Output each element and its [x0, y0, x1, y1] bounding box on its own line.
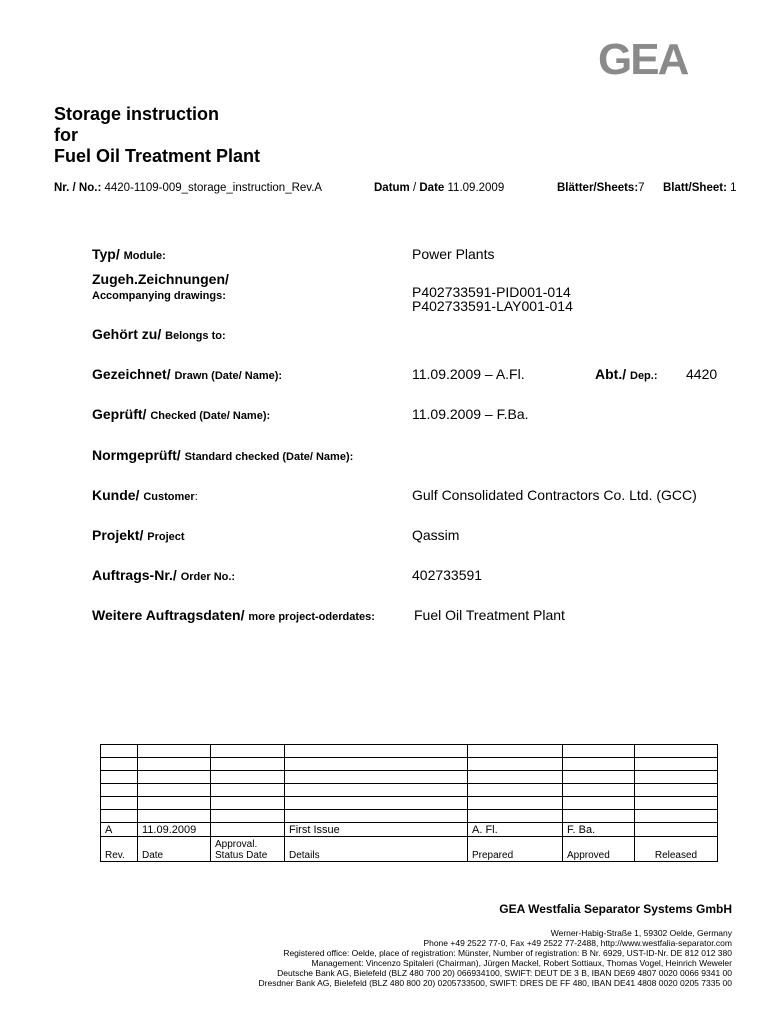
document-title	[54, 104, 454, 167]
table-row	[101, 810, 718, 823]
field-typ-label: Typ/ Module:	[92, 246, 166, 262]
address-line-6: Dresdner Bank AG, Bielefeld (BLZ 480 800 20) 0205733500, SWIFT: DRES DE FF 480, IBAN DE41 4808 0020 0205 7335 00	[258, 978, 732, 988]
field-standard-label: Normgeprüft/ Standard checked (Date/ Name):	[92, 447, 354, 463]
doc-number	[54, 182, 322, 194]
company-name: GEA Westfalia Separator Systems GmbH	[499, 902, 732, 916]
revision-table	[100, 744, 718, 862]
field-dep-value: 4420	[686, 366, 718, 382]
address-line-2: Phone +49 2522 77-0, Fax +49 2522 77-2488, http://www.westfalia-separator.com	[423, 938, 732, 948]
table-row	[101, 758, 718, 771]
table-row	[101, 771, 718, 784]
address-line-1: Werner-Habig-Straße 1, 59302 Oelde, Germany	[550, 928, 732, 938]
field-customer-value: Gulf Consolidated Contractors Co. Ltd. (GCC)	[412, 487, 697, 503]
field-checked-value: 11.09.2009 – F.Ba.	[412, 406, 529, 422]
date-label-de: Datum	[374, 182, 410, 194]
sheet-value: 1	[730, 182, 737, 194]
address-line-5: Deutsche Bank AG, Bielefeld (BLZ 480 700 20) 066934100, SWIFT: DEUT DE 3 B, IBAN DE69 4807 0020 0066 9341 00	[277, 968, 732, 978]
table-row-rev-a: A 11.09.2009 First Issue A. Fl. F. Ba.	[101, 823, 718, 837]
field-project-label: Projekt/ Project	[92, 527, 185, 543]
drawing-1: P402733591-PID001-014	[412, 284, 571, 300]
table-row	[101, 745, 718, 758]
table-header-row: Rev. Date Approval. Status Date Details Prepared Approved Released	[101, 837, 718, 862]
field-dep-label: Abt./ Dep.:	[595, 366, 658, 382]
field-typ-value: Power Plants	[412, 246, 495, 262]
drawing-2: P402733591-LAY001-014	[412, 298, 573, 314]
doc-number-label: Nr. / No.:	[54, 182, 102, 194]
table-row	[101, 797, 718, 810]
sheet-label: Blatt/Sheet:	[663, 182, 727, 194]
table-row	[101, 784, 718, 797]
doc-sheets	[557, 182, 645, 194]
date-label-en: Date	[419, 182, 445, 194]
field-order-label: Auftrags-Nr./ Order No.:	[92, 567, 236, 583]
address-line-4: Management: Vincenzo Spitaleri (Chairman), Jürgen Mackel, Robert Sottiaux, Thomas Vogel, Heinrich Weweler	[311, 958, 732, 968]
sheets-value: 7	[638, 182, 645, 194]
field-customer-label: Kunde/ Customer:	[92, 487, 198, 503]
field-drawings-label: Zugeh.Zeichnungen/ Accompanying drawings:	[92, 271, 229, 302]
field-drawn-value: 11.09.2009 – A.Fl.	[412, 366, 525, 382]
field-belongs-label: Gehört zu/ Belongs to:	[92, 326, 226, 342]
field-further-label: Weitere Auftragsdaten/ more project-oderdates:	[92, 607, 375, 623]
gea-logo	[596, 36, 728, 78]
doc-date: Datum / Date 11.09.2009	[374, 182, 505, 194]
date-value: 11.09.2009	[447, 182, 505, 194]
title-line-1: Storage instruction	[54, 104, 220, 124]
sheets-label: Blätter/Sheets:	[557, 182, 639, 194]
svg-text:GEA: GEA	[598, 36, 688, 78]
field-project-value: Qassim	[412, 527, 460, 543]
field-drawn-label: Gezeichnet/ Drawn (Date/ Name):	[92, 366, 283, 382]
field-order-value: 402733591	[412, 567, 483, 583]
address-line-3: Registered office: Oelde, place of registration: Münster, Number of registration: B Nr. 6929, UST-ID-Nr. DE 812 012 380	[283, 948, 732, 958]
field-drawings-value	[412, 285, 573, 313]
field-further-value: Fuel Oil Treatment Plant	[414, 607, 565, 623]
title-line-3: Fuel Oil Treatment Plant	[54, 146, 261, 166]
doc-number-value: 4420-1109-009_storage_instruction_Rev.A	[104, 182, 323, 194]
title-line-2: for	[54, 125, 78, 145]
field-checked-label: Geprüft/ Checked (Date/ Name):	[92, 406, 271, 422]
doc-sheet	[663, 182, 737, 194]
